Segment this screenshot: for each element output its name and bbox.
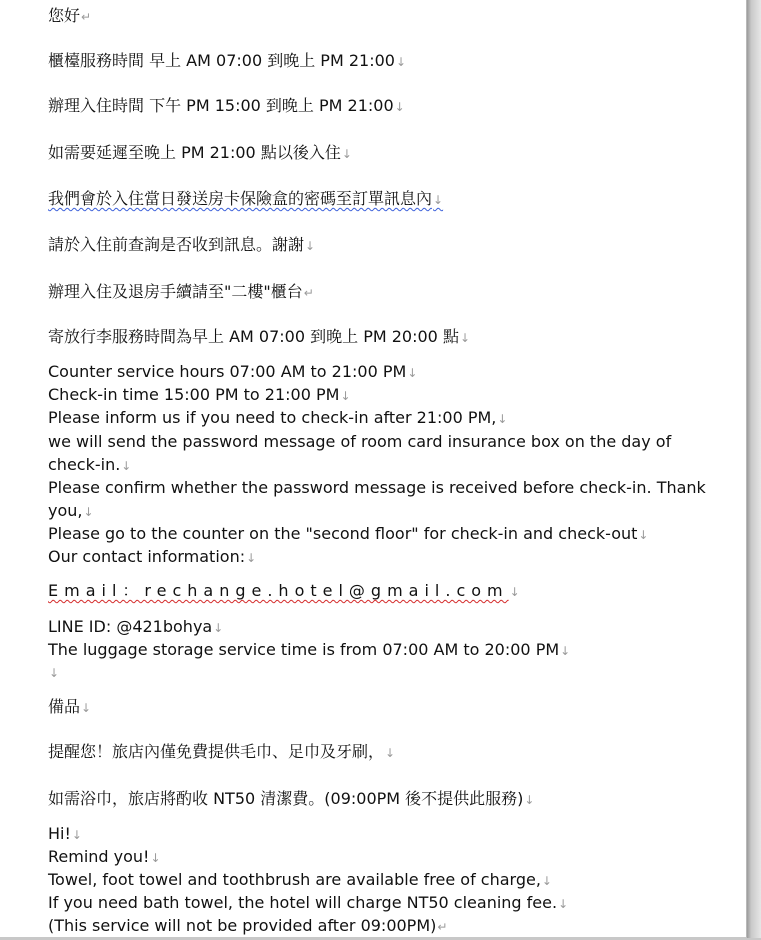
- second-floor-counter-en: Please go to the counter on the "second floor" for check-in and check-out↓: [48, 524, 649, 543]
- bath-towel-fee-zh: 如需浴巾，旅店將酌收 NT50 清潔費。(09:00PM 後不提供此服務)↓: [48, 789, 535, 808]
- password-notice-en: we will send the password message of room card insurance box on the day of: [48, 432, 672, 451]
- counter-hours-en: Counter service hours 07:00 AM to 21:00 PM↓: [48, 362, 418, 381]
- luggage-hours-zh: 寄放行李服務時間為早上 AM 07:00 到晚上 PM 20:00 點↓: [48, 327, 471, 346]
- amenities-en: Towel, foot towel and toothbrush are available free of charge,↓: [48, 870, 552, 889]
- amenities-reminder-zh: 提醒您！旅店內僅免費提供毛巾、足巾及牙刷，↓: [48, 742, 396, 761]
- hi-line: Hi!↓: [48, 824, 82, 843]
- contact-info-label: Our contact information:↓: [48, 547, 257, 566]
- checkin-time-en: Check-in time 15:00 PM to 21:00 PM↓: [48, 385, 351, 404]
- checkin-time-zh: 辦理入住時間 下午 PM 15:00 到晚上 PM 21:00↓: [48, 96, 405, 115]
- confirm-message-en: Please confirm whether the password message is received before check-in. Thank: [48, 478, 706, 497]
- counter-hours-zh: 櫃檯服務時間 早上 AM 07:00 到晚上 PM 21:00↓: [48, 51, 407, 70]
- second-floor-counter-zh: 辦理入住及退房手續請至"二樓"櫃台↵: [48, 282, 314, 301]
- service-cutoff-en: (This service will not be provided after 09:00PM)↵: [48, 916, 448, 935]
- empty-paragraph: ↓: [49, 666, 60, 680]
- remind-line: Remind you!↓: [48, 847, 161, 866]
- confirm-message-zh: 請於入住前查詢是否收到訊息。謝謝↓: [48, 235, 316, 254]
- password-notice-zh: 我們會於入住當日發送房卡保險盒的密碼至訂單訊息內↓: [48, 189, 444, 208]
- greeting-line: 您好↵: [48, 6, 92, 25]
- line-id: LINE ID: @421bohya↓: [48, 617, 224, 636]
- late-checkin-zh: 如需要延遲至晚上 PM 21:00 點以後入住↓: [48, 143, 352, 162]
- bath-towel-fee-en: If you need bath towel, the hotel will charge NT50 cleaning fee.↓: [48, 893, 569, 912]
- password-notice-en-cont: check-in.↓: [48, 455, 132, 474]
- email-line: Email：rechange.hotel@gmail.com↓: [48, 581, 520, 600]
- confirm-message-en-cont: you,↓: [48, 501, 94, 520]
- late-checkin-en: Please inform us if you need to check-in after 21:00 PM,↓: [48, 408, 508, 427]
- luggage-hours-en: The luggage storage service time is from 07:00 AM to 20:00 PM↓: [48, 640, 571, 659]
- page-shadow-right: [747, 0, 761, 940]
- amenities-heading: 備品↓: [48, 697, 92, 716]
